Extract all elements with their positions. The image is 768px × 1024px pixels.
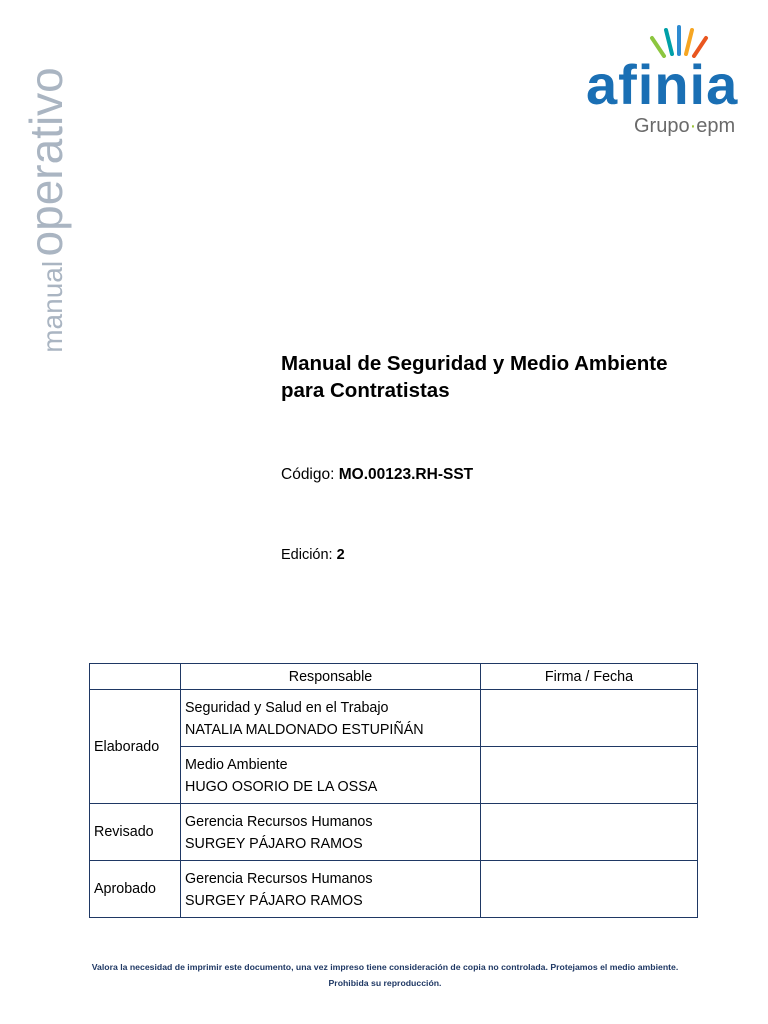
responsable-dept: Medio Ambiente (185, 756, 288, 773)
responsable-cell (181, 861, 481, 918)
sidebar-label (20, 38, 72, 382)
responsable-person: NATALIA MALDONADO ESTUPIÑÁN (185, 721, 424, 738)
table-header-row (90, 664, 698, 690)
logo-group-dot: · (689, 115, 697, 137)
sidebar-word-operativo: operativo (20, 67, 72, 257)
logo-brand-name: afinia (586, 53, 739, 116)
footer-notice (40, 959, 730, 991)
title-line-1: Manual de Seguridad y Medio Ambiente (281, 352, 668, 375)
responsable-cell (181, 690, 481, 747)
firma-cell (481, 747, 698, 804)
code-label: Código: (281, 466, 335, 483)
firma-cell (481, 804, 698, 861)
firma-cell (481, 690, 698, 747)
row-label-aprobado: Aprobado (90, 861, 181, 918)
table-row (90, 861, 698, 918)
responsable-person: SURGEY PÁJARO RAMOS (185, 892, 363, 909)
document-title (281, 350, 731, 404)
table-row (90, 747, 698, 804)
responsable-dept: Gerencia Recursos Humanos (185, 870, 373, 887)
responsable-cell (181, 747, 481, 804)
code-value: MO.00123.RH-SST (338, 466, 474, 483)
afinia-logo (584, 24, 754, 144)
edition-value: 2 (336, 547, 345, 563)
responsable-dept: Gerencia Recursos Humanos (185, 813, 373, 830)
footer-line-1: Valora la necesidad de imprimir este documento, una vez impreso tiene consideración de copia no controlada. Protejamos el medio ambiente. (91, 962, 679, 972)
footer-line-2: Prohibida su reproducción. (328, 978, 442, 988)
table-header-empty (90, 664, 181, 690)
edition-label: Edición: (281, 547, 333, 563)
logo-group-suffix: epm (696, 115, 736, 137)
table-header-firma: Firma / Fecha (481, 664, 698, 690)
sidebar-word-manual: manual (37, 260, 68, 353)
responsable-cell (181, 804, 481, 861)
logo-group-prefix: Grupo (634, 115, 690, 137)
document-code (281, 466, 473, 484)
table-row (90, 690, 698, 747)
document-edition (281, 547, 345, 563)
responsibility-table (89, 663, 698, 918)
sidebar-label-text (20, 67, 72, 353)
table-header-responsable: Responsable (181, 664, 481, 690)
firma-cell (481, 861, 698, 918)
responsable-person: SURGEY PÁJARO RAMOS (185, 835, 363, 852)
table-row (90, 804, 698, 861)
row-label-elaborado: Elaborado (90, 690, 181, 804)
row-label-revisado: Revisado (90, 804, 181, 861)
title-line-2: para Contratistas (281, 379, 450, 402)
logo-group-name (634, 115, 735, 138)
responsable-person: HUGO OSORIO DE LA OSSA (185, 778, 378, 795)
responsable-dept: Seguridad y Salud en el Trabajo (185, 699, 389, 716)
